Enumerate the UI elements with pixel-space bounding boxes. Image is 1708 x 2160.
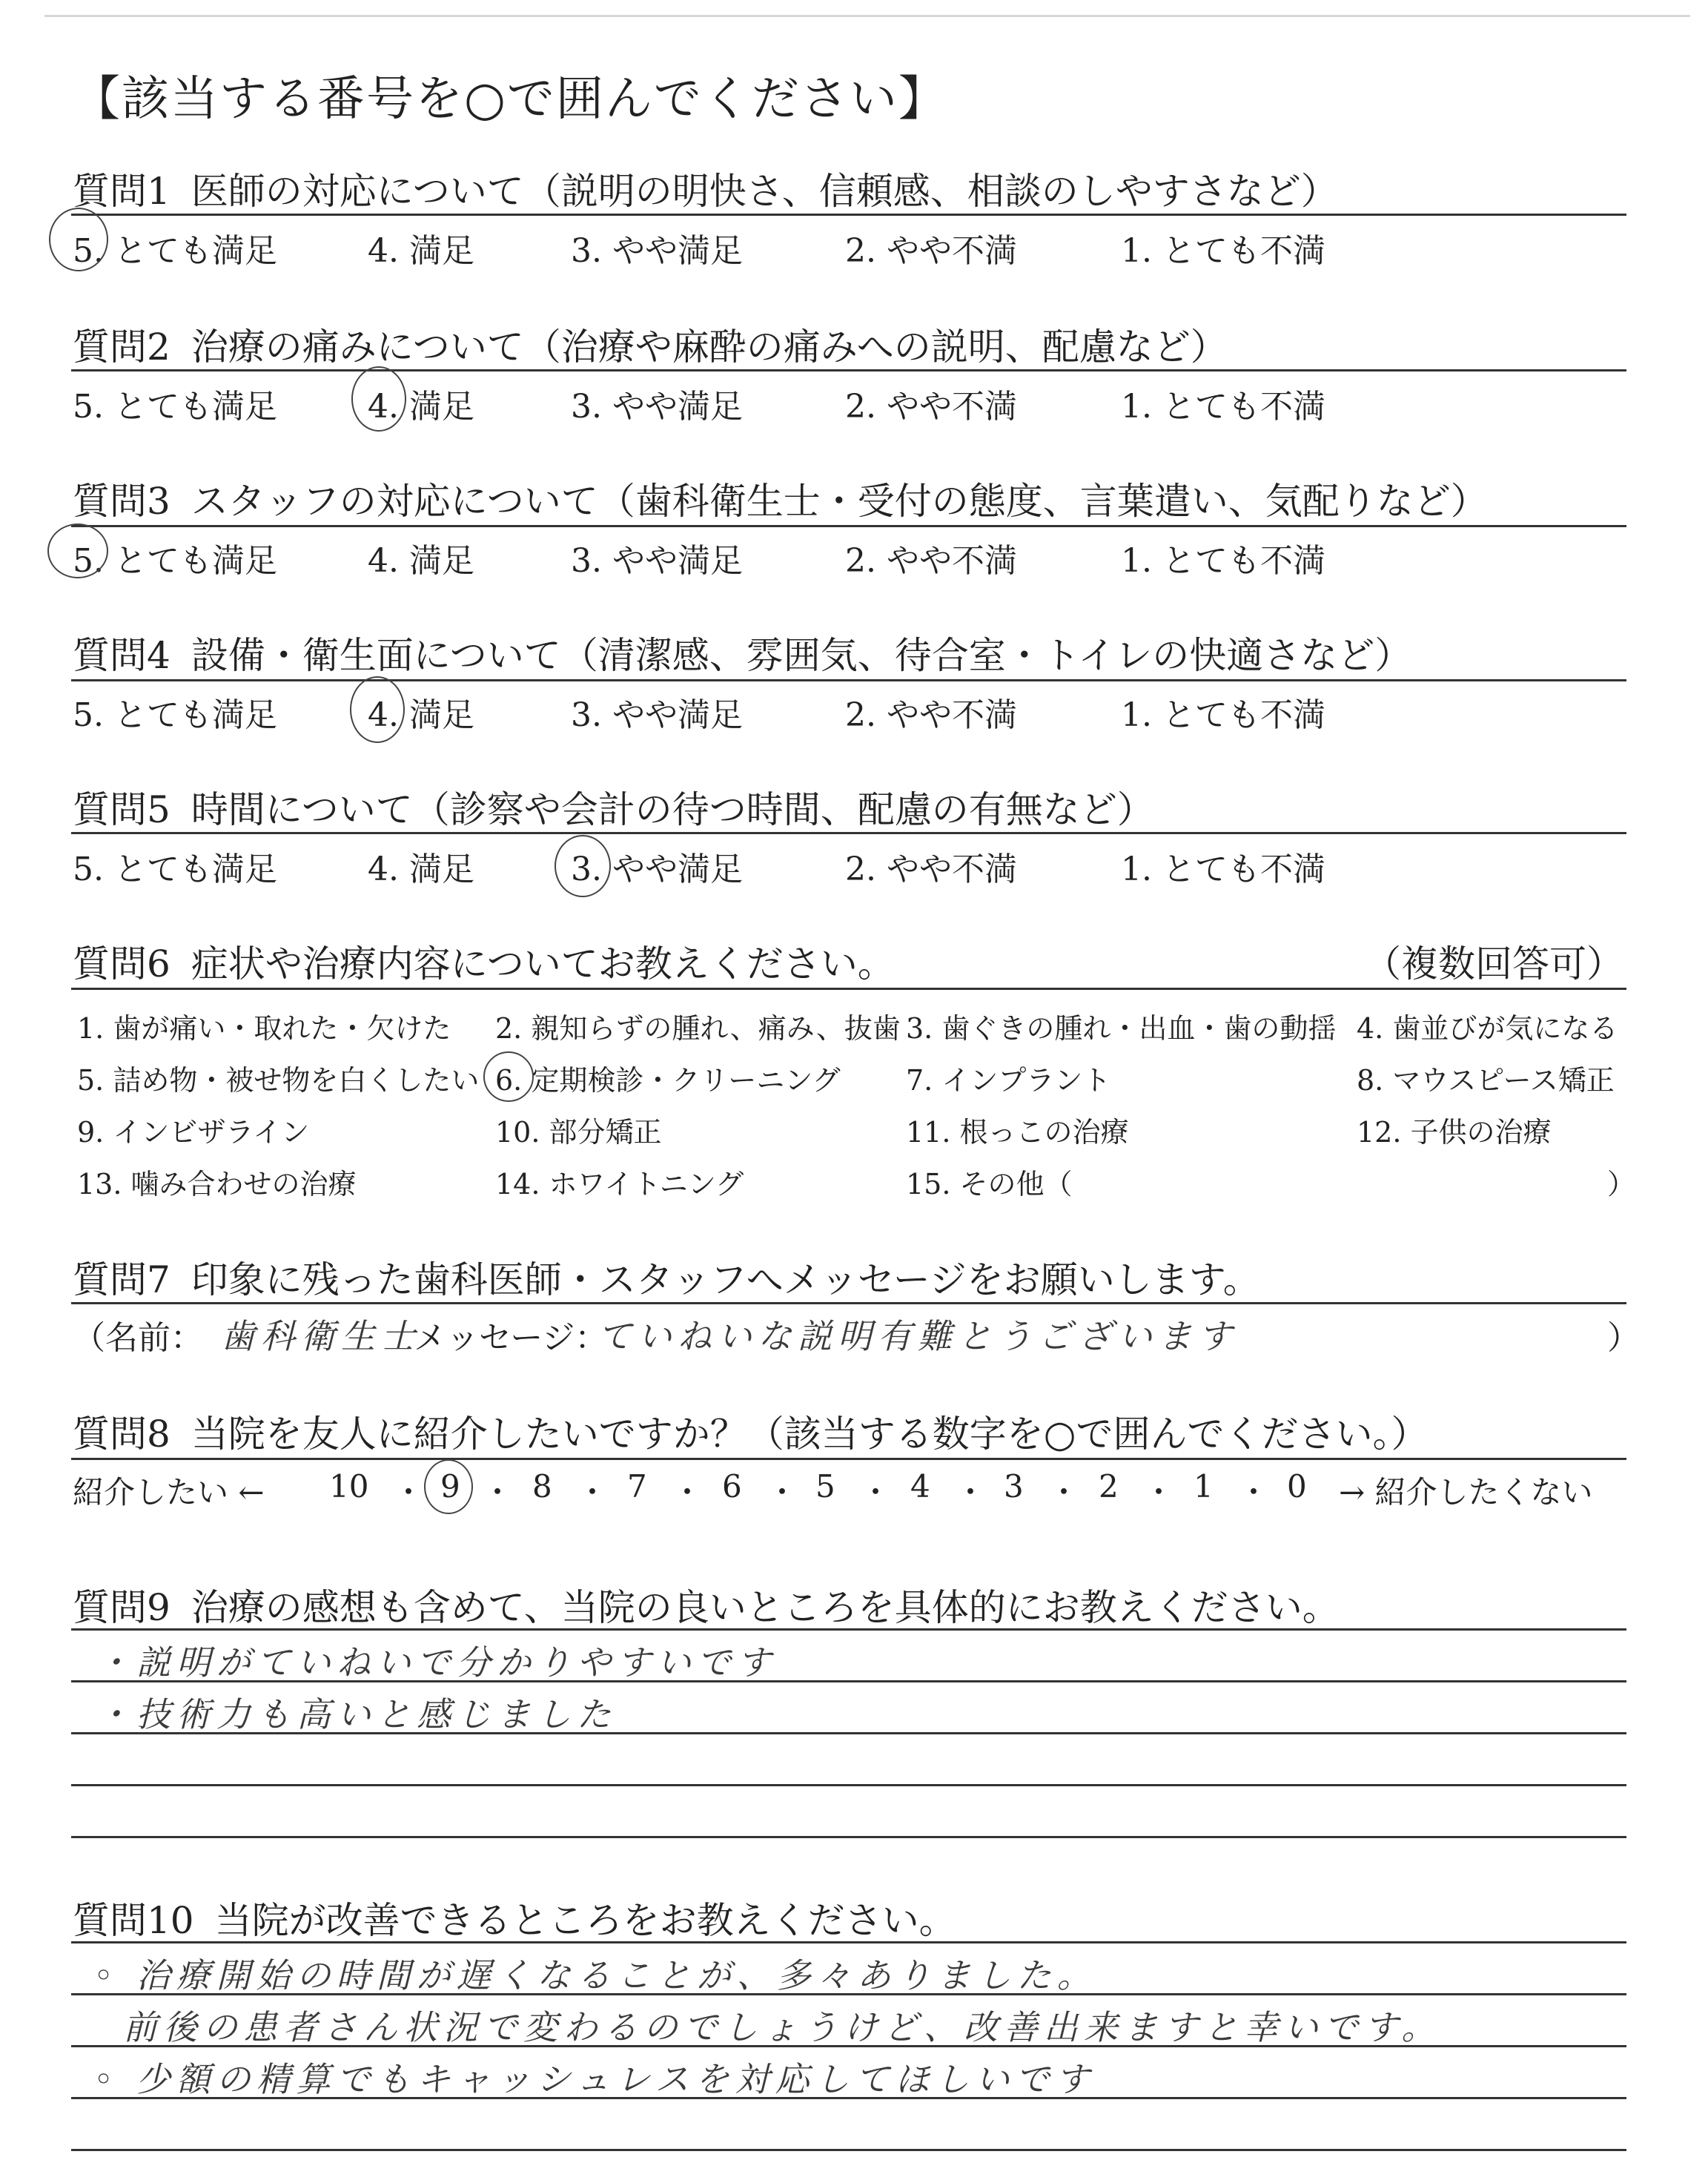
scale-4[interactable]: 4 xyxy=(910,1468,930,1505)
question-4 xyxy=(73,626,1411,679)
q1-option-4[interactable]: 4. 満足 xyxy=(368,232,474,270)
scale-dot: ・ xyxy=(482,1474,514,1510)
scale-6[interactable]: 6 xyxy=(722,1468,742,1505)
question-text: 医師の対応について（説明の明快さ、信頼感、相談のしやすさなど） xyxy=(191,170,1338,213)
question-text: 印象に残った歯科医師・スタッフへメッセージをお願いします。 xyxy=(191,1258,1260,1301)
q5-option-5[interactable]: 5. とても満足 xyxy=(73,851,277,888)
q3-option-3[interactable]: 3. やや満足 xyxy=(571,542,743,580)
scale-dot: ・ xyxy=(393,1474,425,1510)
answer-circle xyxy=(351,366,406,432)
rule xyxy=(71,1458,1626,1460)
scale-9[interactable]: 9 xyxy=(440,1468,460,1505)
rule xyxy=(71,525,1626,527)
q3-option-1[interactable]: 1. とても不満 xyxy=(1121,542,1325,580)
question-7 xyxy=(73,1250,1260,1304)
question-number: 質問2 xyxy=(73,326,171,369)
scale-0[interactable]: 0 xyxy=(1287,1468,1307,1505)
answer-circle xyxy=(350,676,405,743)
answer-circle xyxy=(49,208,108,271)
q4-option-5[interactable]: 5. とても満足 xyxy=(73,696,277,734)
q6-option-6[interactable]: 6. 定期検診・クリーニング xyxy=(495,1064,841,1097)
q6-option-11[interactable]: 11. 根っこの治療 xyxy=(906,1116,1129,1149)
question-text: 当院が改善できるところをお教えください。 xyxy=(214,1899,956,1942)
question-number: 質問8 xyxy=(73,1413,171,1456)
question-2 xyxy=(73,317,1228,371)
question-6 xyxy=(73,934,895,988)
q3-option-5[interactable]: 5. とても満足 xyxy=(73,542,277,580)
q2-option-3[interactable]: 3. やや満足 xyxy=(571,388,743,426)
question-number: 質問7 xyxy=(73,1258,171,1301)
q1-option-2[interactable]: 2. やや不満 xyxy=(845,232,1017,270)
question-number: 質問3 xyxy=(73,480,171,523)
page-title: 【該当する番号を○で囲んでください】 xyxy=(73,72,947,127)
rule xyxy=(71,679,1626,681)
answer-circle xyxy=(424,1459,473,1514)
question-number: 質問6 xyxy=(73,942,171,985)
q6-option-10[interactable]: 10. 部分矯正 xyxy=(495,1116,662,1149)
q2-option-5[interactable]: 5. とても満足 xyxy=(73,388,277,426)
question-text: 当院を友人に紹介したいですか？（該当する数字を○で囲んでください。） xyxy=(191,1413,1429,1456)
q2-option-1[interactable]: 1. とても不満 xyxy=(1121,388,1325,426)
rule xyxy=(71,1732,1626,1734)
handwritten-name: 歯科衛生士 xyxy=(221,1316,421,1356)
handwritten-answer: ・説明がていねいで分かりやすいです xyxy=(96,1642,777,1682)
scale-dot: ・ xyxy=(955,1474,987,1510)
scale-1[interactable]: 1 xyxy=(1194,1468,1214,1505)
q3-option-4[interactable]: 4. 満足 xyxy=(368,542,474,580)
question-10 xyxy=(73,1891,956,1944)
scale-8[interactable]: 8 xyxy=(532,1468,552,1505)
question-5 xyxy=(73,780,1154,833)
q1-option-1[interactable]: 1. とても不満 xyxy=(1121,232,1325,270)
q2-option-4[interactable]: 4. 満足 xyxy=(368,388,474,426)
scale-dot: ・ xyxy=(860,1474,892,1510)
name-label: （名前： xyxy=(73,1319,203,1357)
scale-7[interactable]: 7 xyxy=(627,1468,647,1505)
rule xyxy=(71,1784,1626,1786)
answer-circle xyxy=(483,1051,534,1102)
scale-dot: ・ xyxy=(1143,1474,1175,1510)
question-text: スタッフの対応について（歯科衛生士・受付の態度、言葉遣い、気配りなど） xyxy=(191,480,1488,523)
q6-option-3[interactable]: 3. 歯ぐきの腫れ・出血・歯の動揺 xyxy=(906,1012,1337,1045)
multiple-answer-note: （複数回答可） xyxy=(1364,942,1623,985)
q6-option-15[interactable]: 15. その他（ xyxy=(906,1168,1073,1200)
handwritten-answer: ◦ 治療開始の時間が遅くなることが、多々ありました。 xyxy=(93,1955,1097,1995)
question-number: 質問4 xyxy=(73,634,171,677)
question-text: 設備・衛生面について（清潔感、雰囲気、待合室・トイレの快適さなど） xyxy=(191,634,1412,677)
handwritten-message: ていねいな説明有難とうございます xyxy=(598,1316,1238,1356)
question-number: 質問5 xyxy=(73,788,171,831)
rule xyxy=(71,1680,1626,1682)
rule xyxy=(71,988,1626,990)
q4-option-1[interactable]: 1. とても不満 xyxy=(1121,696,1325,734)
scale-dot: ・ xyxy=(1238,1474,1270,1510)
scale-5[interactable]: 5 xyxy=(815,1468,835,1505)
rule xyxy=(71,2045,1626,2047)
q5-option-3[interactable]: 3. やや満足 xyxy=(571,851,743,888)
question-8 xyxy=(73,1404,1428,1458)
message-label: メッセージ： xyxy=(414,1319,608,1357)
q4-option-2[interactable]: 2. やや不満 xyxy=(845,696,1017,734)
rule xyxy=(71,1836,1626,1838)
question-number: 質問9 xyxy=(73,1586,171,1629)
handwritten-answer: 前後の患者さん状況で変わるのでしょうけど、改善出来ますと幸いです。 xyxy=(123,2007,1442,2047)
q5-option-4[interactable]: 4. 満足 xyxy=(368,851,474,888)
q6-option-2[interactable]: 2. 親知らずの腫れ、痛み、抜歯 xyxy=(495,1012,901,1045)
q6-option-7[interactable]: 7. インプラント xyxy=(906,1064,1111,1097)
close-paren: ） xyxy=(1607,1168,1636,1200)
q6-option-13[interactable]: 13. 噛み合わせの治療 xyxy=(77,1168,357,1200)
q6-option-8[interactable]: 8. マウスピース矯正 xyxy=(1357,1064,1615,1097)
rule xyxy=(71,369,1626,371)
answer-circle xyxy=(47,524,108,578)
scale-2[interactable]: 2 xyxy=(1099,1468,1119,1505)
rule xyxy=(71,2097,1626,2099)
q4-option-3[interactable]: 3. やや満足 xyxy=(571,696,743,734)
scale-10[interactable]: 10 xyxy=(329,1468,369,1505)
rule xyxy=(71,1302,1626,1304)
recommend-right-label: → 紹介したくない xyxy=(1339,1474,1593,1510)
question-text: 時間について（診察や会計の待つ時間、配慮の有無など） xyxy=(191,788,1154,831)
question-number: 質問1 xyxy=(73,170,171,213)
q5-option-2[interactable]: 2. やや不満 xyxy=(845,851,1017,888)
rule xyxy=(71,214,1626,216)
question-9 xyxy=(73,1578,1340,1631)
scale-dot: ・ xyxy=(1048,1474,1080,1510)
rule xyxy=(71,1993,1626,1995)
answer-circle xyxy=(555,835,611,897)
q4-option-4[interactable]: 4. 満足 xyxy=(368,696,474,734)
q3-option-2[interactable]: 2. やや不満 xyxy=(845,542,1017,580)
q6-option-14[interactable]: 14. ホワイトニング xyxy=(495,1168,744,1200)
question-1 xyxy=(73,162,1338,215)
recommend-left-label: 紹介したい ← xyxy=(73,1474,265,1510)
question-3 xyxy=(73,472,1488,525)
rule xyxy=(71,1628,1626,1631)
handwritten-answer: ◦ 少額の精算でもキャッシュレスを対応してほしいです xyxy=(93,2059,1096,2099)
q6-option-4[interactable]: 4. 歯並びが気になる xyxy=(1357,1012,1618,1045)
q6-option-5[interactable]: 5. 詰め物・被せ物を白くしたい xyxy=(77,1064,480,1097)
scale-dot: ・ xyxy=(672,1474,704,1510)
question-text: 治療の痛みについて（治療や麻酔の痛みへの説明、配慮など） xyxy=(191,326,1228,369)
q5-option-1[interactable]: 1. とても不満 xyxy=(1121,851,1325,888)
q2-option-2[interactable]: 2. やや不満 xyxy=(845,388,1017,426)
rule xyxy=(71,832,1626,834)
close-paren: ） xyxy=(1607,1319,1640,1357)
handwritten-answer: ・技術力も高いと感じました xyxy=(96,1694,617,1734)
question-text: 治療の感想も含めて、当院の良いところを具体的にお教えください。 xyxy=(191,1586,1340,1629)
scale-dot: ・ xyxy=(767,1474,798,1510)
q1-option-3[interactable]: 3. やや満足 xyxy=(571,232,743,270)
question-text: 症状や治療内容についてお教えください。 xyxy=(191,942,895,985)
q6-option-1[interactable]: 1. 歯が痛い・取れた・欠けた xyxy=(77,1012,451,1045)
rule xyxy=(71,1941,1626,1943)
q6-option-12[interactable]: 12. 子供の治療 xyxy=(1357,1116,1552,1149)
rule xyxy=(71,2149,1626,2151)
scale-3[interactable]: 3 xyxy=(1004,1468,1024,1505)
top-scan-edge xyxy=(44,15,1690,17)
q1-option-5[interactable]: 5. とても満足 xyxy=(73,232,277,270)
question-number: 質問10 xyxy=(73,1899,194,1942)
q6-option-9[interactable]: 9. インビザライン xyxy=(77,1116,310,1149)
scale-dot: ・ xyxy=(577,1474,609,1510)
